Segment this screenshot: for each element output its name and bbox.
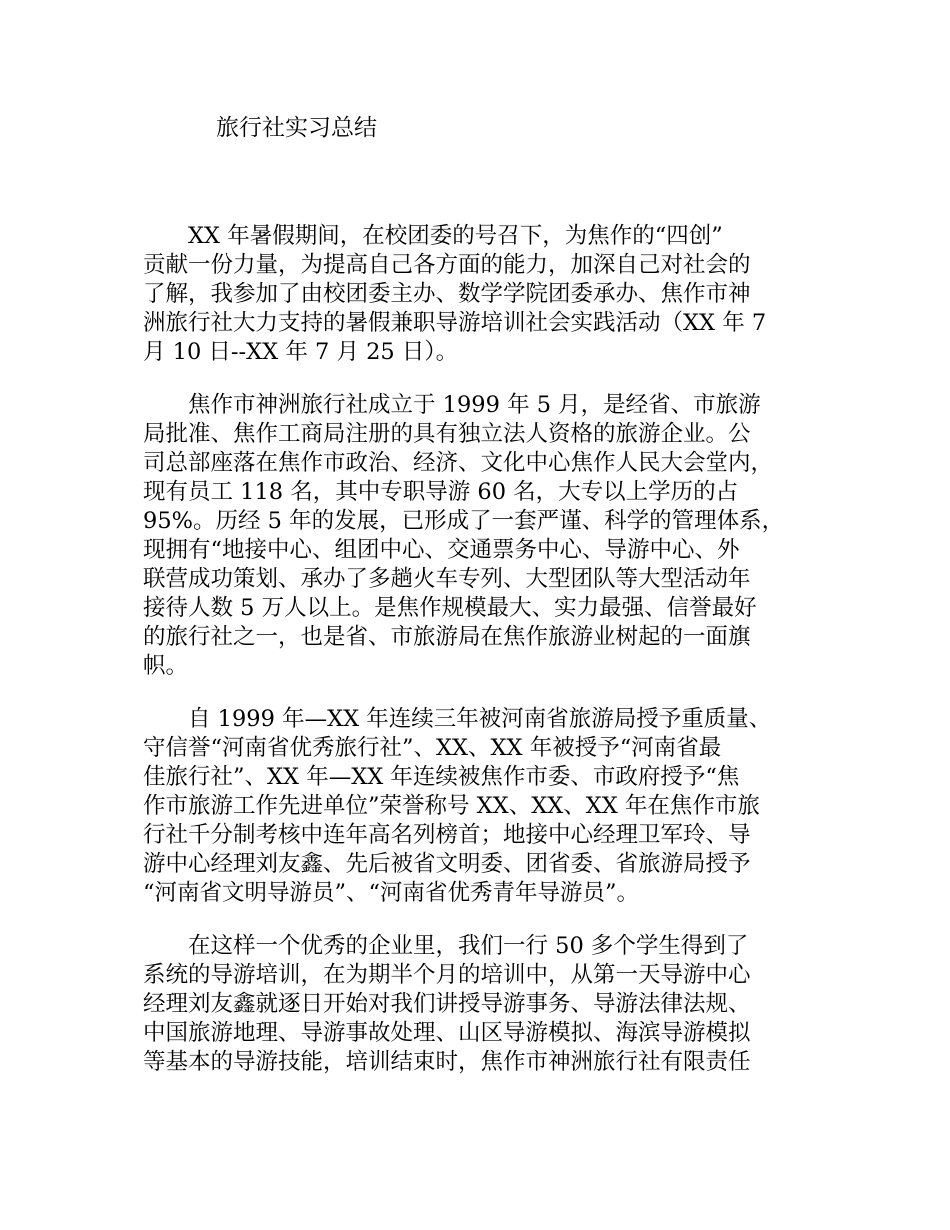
paragraph-line: 现有员工 118 名，其中专职导游 60 名，大专以上学历的占 xyxy=(143,479,739,505)
paragraph-3 xyxy=(143,705,823,908)
paragraph-line: 了解，我参加了由校团委主办、数学学院团委承办、焦作市神 xyxy=(143,281,751,307)
paragraph-line: 自 1999 年—XX 年连续三年被河南省旅游局授予重质量、 xyxy=(188,706,772,732)
paragraph-line: 游中心经理刘友鑫、先后被省文明委、团省委、省旅游局授予 xyxy=(143,851,751,877)
paragraph-line: 局批准、焦作工商局注册的具有独立法人资格的旅游企业。公 xyxy=(143,421,751,447)
paragraph-line: 现拥有“地接中心、组团中心、交通票务中心、导游中心、外 xyxy=(143,537,740,563)
paragraph-line: 月 10 日--XX 年 7 月 25 日）。 xyxy=(143,339,459,365)
paragraph-line: 接待人数 5 万人以上。是焦作规模最大、实力最强、信誉最好 xyxy=(143,595,757,621)
paragraph-line: 在这样一个优秀的企业里，我们一行 50 多个学生得到了 xyxy=(188,933,749,959)
paragraph-line: 的旅行社之一，也是省、市旅游局在焦作旅游业树起的一面旗 xyxy=(143,624,751,650)
paragraph-line: 中国旅游地理、导游事故处理、山区导游模拟、海滨导游模拟 xyxy=(143,1020,751,1046)
paragraph-line: XX 年暑假期间，在校团委的号召下，为焦作的“四创” xyxy=(188,223,723,249)
paragraph-line: 经理刘友鑫就逐日开始对我们讲授导游事务、导游法律法规、 xyxy=(143,991,751,1017)
paragraph-line: 司总部座落在焦作市政治、经济、文化中心焦作人民大会堂内， xyxy=(143,450,774,476)
paragraph-1 xyxy=(143,222,823,367)
paragraph-line: 联营成功策划、承办了多趟火车专列、大型团队等大型活动年 xyxy=(143,566,751,592)
paragraph-line: 洲旅行社大力支持的暑假兼职导游培训社会实践活动（XX 年 7 xyxy=(143,310,767,336)
paragraph-line: 等基本的导游技能，培训结束时，焦作市神洲旅行社有限责任 xyxy=(143,1049,751,1075)
paragraph-line: “河南省文明导游员”、“河南省优秀青年导游员”。 xyxy=(143,880,640,906)
paragraph-line: 系统的导游培训，在为期半个月的培训中，从第一天导游中心 xyxy=(143,962,751,988)
document-title: 旅行社实习总结 xyxy=(216,115,377,141)
paragraph-line: 佳旅行社”、XX 年—XX 年连续被焦作市委、市政府授予“焦 xyxy=(143,764,740,790)
paragraph-4 xyxy=(143,932,823,1077)
paragraph-line: 贡献一份力量，为提高自己各方面的能力，加深自己对社会的 xyxy=(143,252,751,278)
paragraph-2 xyxy=(143,391,823,681)
paragraph-line: 作市旅游工作先进单位”荣誉称号 XX、XX、XX 年在焦作市旅 xyxy=(143,793,760,819)
paragraph-line: 95%。历经 5 年的发展，已形成了一套严谨、科学的管理体系， xyxy=(143,508,785,534)
paragraph-line: 守信誉“河南省优秀旅行社”、XX、XX 年被授予“河南省最 xyxy=(143,735,722,761)
paragraph-line: 焦作市神洲旅行社成立于 1999 年 5 月，是经省、市旅游 xyxy=(188,392,761,418)
paragraph-line: 帜。 xyxy=(143,653,189,679)
paragraph-line: 行社千分制考核中连年高名列榜首；地接中心经理卫军玲、导 xyxy=(143,822,751,848)
